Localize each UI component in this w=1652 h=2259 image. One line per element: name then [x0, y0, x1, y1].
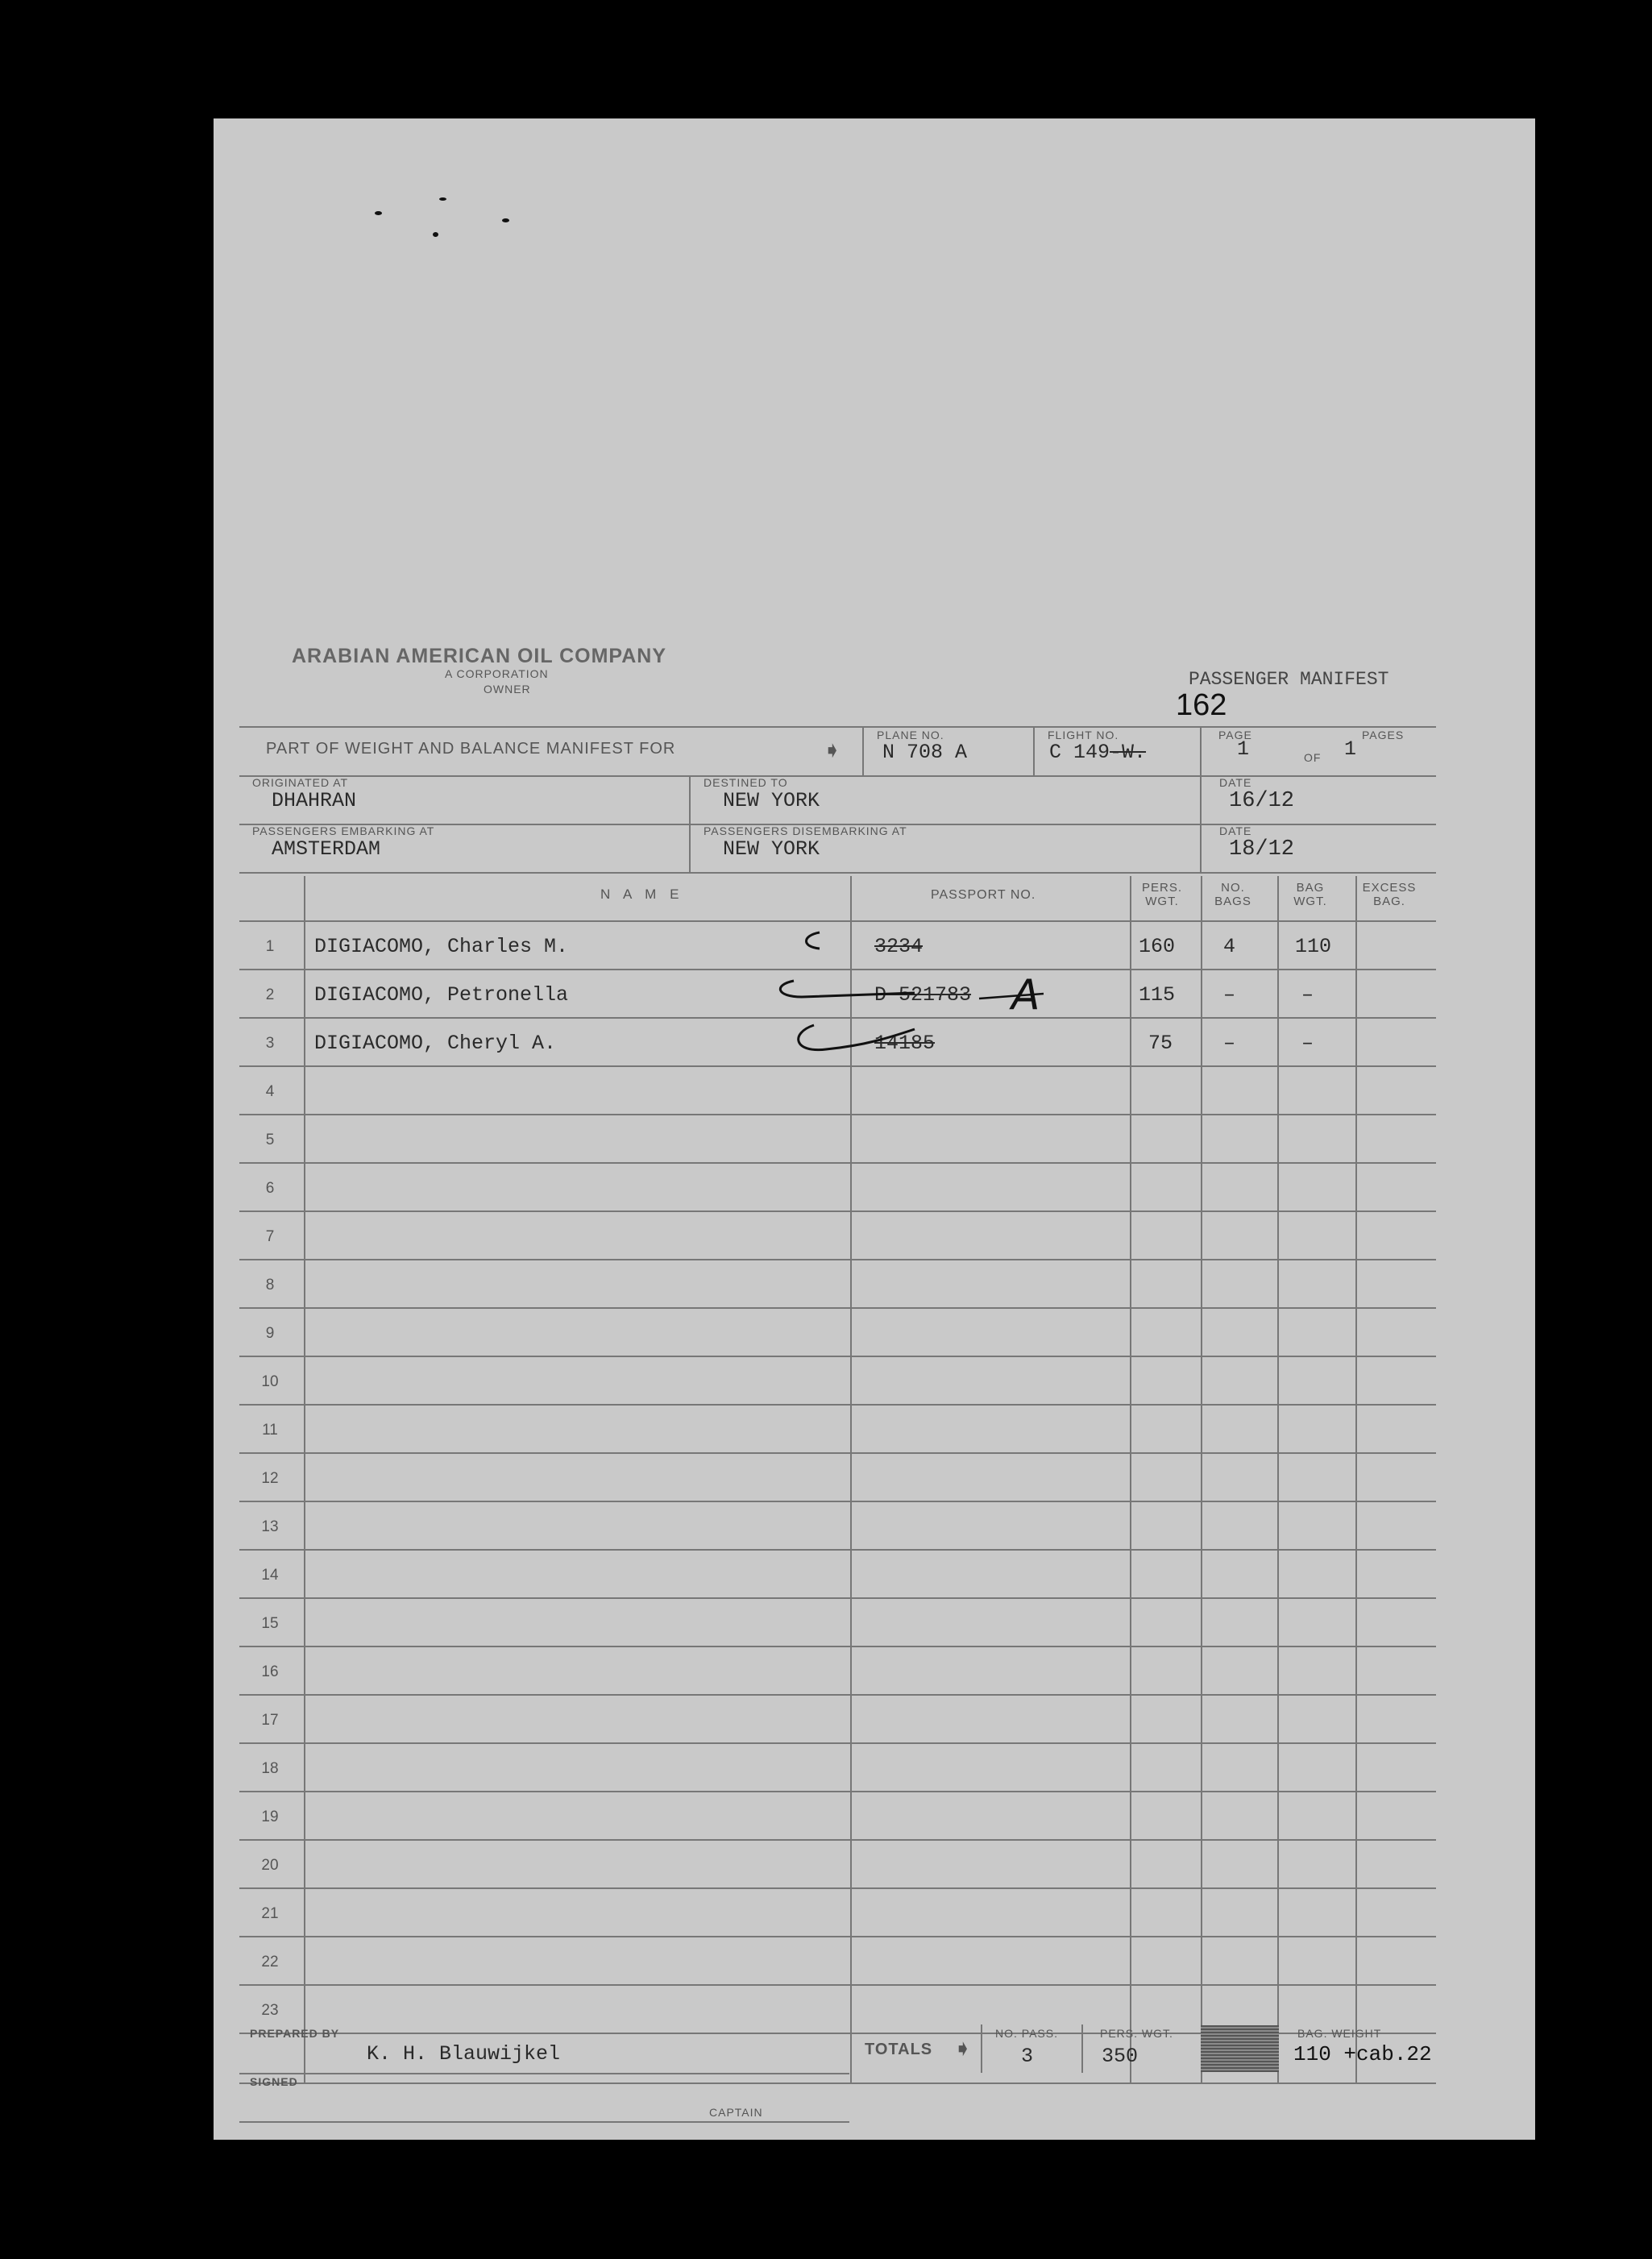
destined-label: DESTINED TO	[704, 776, 788, 789]
plane-no-label: PLANE NO.	[877, 729, 944, 741]
divider	[981, 2024, 982, 2073]
embarking-at: AMSTERDAM	[272, 837, 381, 861]
table-col-rule	[1130, 876, 1131, 2083]
pers-wgt: 75	[1148, 1032, 1173, 1055]
table-row-rule	[239, 1936, 1436, 1937]
table-row-rule	[239, 1694, 1436, 1696]
pages-label: PAGES	[1362, 729, 1405, 741]
table-row-rule	[239, 1791, 1436, 1792]
row-number: 3	[265, 1035, 275, 1052]
originated-label: ORIGINATED AT	[252, 776, 349, 789]
total-bag-weight: 110 +cab.22	[1293, 2042, 1432, 2066]
row-number: 18	[261, 1760, 279, 1777]
table-row-rule	[239, 1452, 1436, 1454]
handwritten-mark: A	[1011, 971, 1040, 1019]
part-of-label: PART OF WEIGHT AND BALANCE MANIFEST FOR	[266, 740, 676, 758]
pers-wgt-label: PERS. WGT.	[1100, 2027, 1173, 2040]
total-no-pass: 3	[1021, 2045, 1034, 2068]
row-number: 9	[265, 1325, 275, 1342]
passport-no: 3234	[874, 935, 924, 958]
table-row-rule	[239, 1984, 1436, 1986]
row-number: 21	[261, 1905, 279, 1922]
row-number: 15	[261, 1615, 279, 1632]
col-header-excess-bag: EXCESS BAG.	[1362, 881, 1417, 908]
date-departure: 16/12	[1229, 789, 1295, 813]
disembark-label: PASSENGERS DISEMBARKING AT	[704, 824, 907, 837]
date1-label: DATE	[1219, 776, 1252, 789]
table-col-rule	[1201, 876, 1202, 2083]
totals-label: TOTALS	[865, 2041, 933, 2058]
no-pass-label: NO. PASS.	[995, 2027, 1058, 2040]
pers-wgt: 115	[1139, 983, 1176, 1007]
of-label: OF	[1304, 751, 1322, 764]
table-row-rule	[239, 1114, 1436, 1115]
ink-speck	[375, 211, 382, 215]
table-col-rule	[1277, 876, 1279, 2083]
table-row-rule	[239, 1597, 1436, 1599]
col-header-passport: PASSPORT NO.	[931, 888, 1036, 902]
prepared-by: K. H. Blauwijkel	[367, 2042, 561, 2066]
row-number: 13	[261, 1518, 279, 1535]
col-header-pers-wgt: PERS. WGT.	[1141, 881, 1182, 908]
row-number: 7	[265, 1228, 275, 1245]
divider	[1033, 726, 1035, 776]
row-number: 11	[262, 1422, 278, 1439]
row-number: 1	[265, 938, 275, 955]
rule	[239, 775, 1436, 777]
destined-to: NEW YORK	[723, 789, 820, 812]
col-header-bag-wgt: BAG WGT.	[1293, 881, 1327, 908]
row-number: 23	[261, 2002, 279, 2019]
passport-no: D 521783	[874, 983, 972, 1007]
no-bags: –	[1223, 983, 1236, 1007]
passenger-name: DIGIACOMO, Cheryl A.	[314, 1032, 557, 1055]
col-header-no-bags: NO. BAGS	[1214, 881, 1251, 908]
signed-label: SIGNED	[250, 2075, 298, 2088]
rule	[239, 2073, 849, 2074]
ink-speck	[433, 232, 438, 237]
divider	[1081, 2024, 1083, 2073]
divider	[689, 775, 691, 873]
handwritten-strokes	[770, 924, 1076, 1069]
corporation-label: A CORPORATION	[445, 667, 549, 680]
date2-label: DATE	[1219, 824, 1252, 837]
row-number: 5	[265, 1132, 275, 1148]
row-number: 6	[265, 1180, 275, 1197]
row-number: 14	[261, 1567, 279, 1584]
col-header-name: N A M E	[600, 887, 684, 902]
rule	[239, 726, 1436, 728]
table-row-rule	[239, 1646, 1436, 1647]
table-row-rule	[239, 1210, 1436, 1212]
arrow-icon: ➧	[953, 2036, 973, 2061]
table-col-rule	[1355, 876, 1357, 2083]
passenger-name: DIGIACOMO, Charles M.	[314, 935, 569, 958]
row-number: 4	[265, 1083, 275, 1100]
flight-no-label: FLIGHT NO.	[1048, 729, 1119, 741]
rule	[239, 872, 1436, 874]
pers-wgt: 160	[1139, 935, 1176, 958]
row-number: 22	[261, 1954, 279, 1970]
ink-speck	[439, 197, 446, 201]
bag-weight-label: BAG. WEIGHT	[1297, 2027, 1382, 2040]
table-row-rule	[239, 1307, 1436, 1309]
shaded-cell	[1201, 2025, 1279, 2072]
table-row-rule	[239, 1501, 1436, 1502]
table-row-rule	[239, 1742, 1436, 1744]
row-number: 2	[265, 986, 275, 1003]
bag-wgt: –	[1301, 1032, 1314, 1055]
page-number: 1	[1237, 737, 1250, 761]
table-row-rule	[239, 1549, 1436, 1551]
table-row-rule	[239, 920, 1436, 922]
embark-label: PASSENGERS EMBARKING AT	[252, 824, 435, 837]
ink-speck	[502, 218, 509, 222]
page-label: PAGE	[1218, 729, 1252, 741]
passport-no: 14185	[874, 1032, 936, 1055]
total-pers-wgt: 350	[1102, 2045, 1139, 2068]
row-number: 10	[261, 1373, 279, 1390]
divider	[1200, 726, 1202, 872]
prepared-by-label: PREPARED BY	[250, 2027, 340, 2040]
row-number: 17	[261, 1712, 279, 1729]
table-col-rule	[304, 876, 305, 2083]
row-number: 12	[261, 1470, 279, 1487]
date-arrival: 18/12	[1229, 837, 1295, 862]
owner-label: OWNER	[484, 683, 531, 696]
manifest-number: 162	[1176, 688, 1227, 722]
table-row-rule	[239, 1259, 1436, 1260]
pages-count: 1	[1344, 737, 1357, 761]
table-row-rule	[239, 1404, 1436, 1406]
table-row-rule	[239, 1887, 1436, 1889]
bag-wgt: 110	[1295, 935, 1332, 958]
row-number: 20	[261, 1857, 279, 1874]
passenger-name: DIGIACOMO, Petronella	[314, 983, 569, 1007]
manifest-sheet	[214, 118, 1535, 2140]
table-row-rule	[239, 1839, 1436, 1841]
disembarking-at: NEW YORK	[723, 837, 820, 861]
table-row-rule	[239, 1356, 1436, 1357]
company-name: ARABIAN AMERICAN OIL COMPANY	[292, 645, 667, 667]
table-row-rule	[239, 1162, 1436, 1164]
row-number: 16	[261, 1663, 279, 1680]
row-number: 8	[265, 1277, 275, 1294]
flight-no: C 149-W.	[1049, 741, 1147, 764]
arrow-icon: ➧	[823, 737, 842, 762]
originated-at: DHAHRAN	[272, 789, 357, 812]
bag-wgt: –	[1301, 983, 1314, 1007]
no-bags: 4	[1223, 935, 1236, 958]
table-bottom-rule	[239, 2083, 1436, 2084]
no-bags: –	[1223, 1032, 1236, 1055]
row-number: 19	[261, 1808, 279, 1825]
rule	[239, 2121, 849, 2123]
captain-label: CAPTAIN	[709, 2106, 763, 2119]
plane-no: N 708 A	[882, 741, 968, 764]
divider	[862, 726, 864, 776]
manifest-title: PASSENGER MANIFEST	[1189, 669, 1389, 690]
